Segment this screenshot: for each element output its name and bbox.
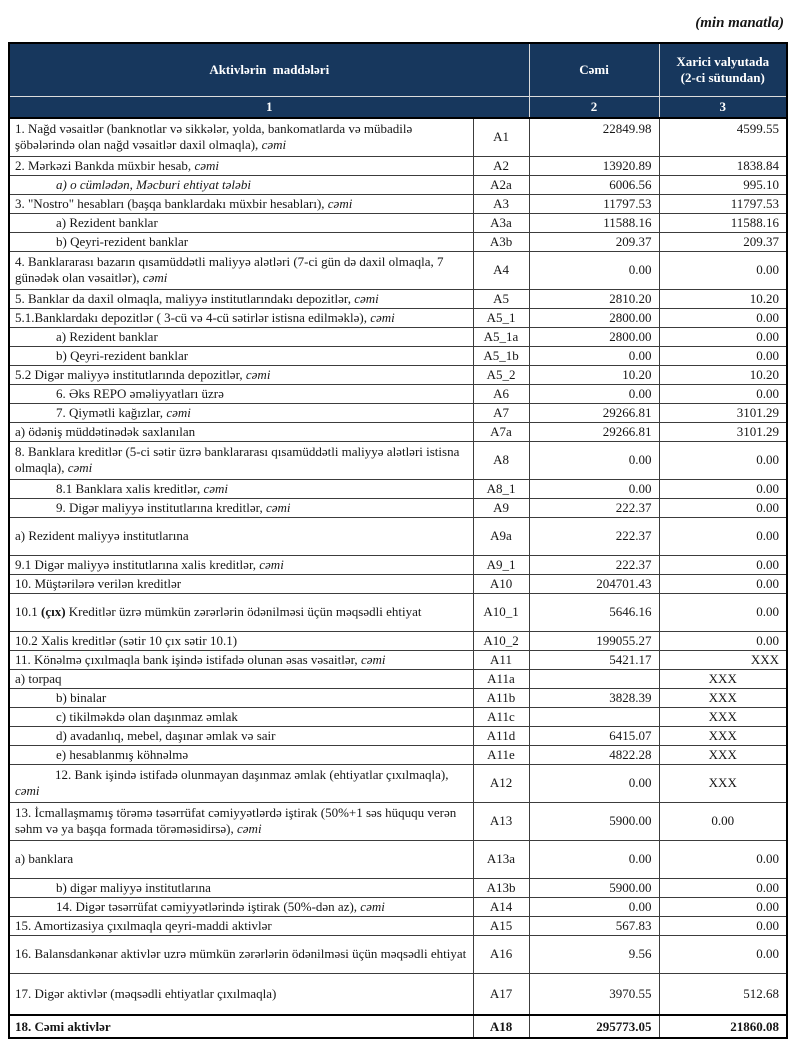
total-value-cell: 13920.89: [529, 156, 659, 175]
foreign-currency-value-cell: 0.00: [659, 327, 787, 346]
item-label-cell: [9, 175, 473, 194]
table-row: [9, 251, 787, 289]
item-label-text: cəmi: [327, 195, 353, 211]
header-cell-total: Cəmi: [529, 43, 659, 96]
item-label-cell: [9, 118, 473, 156]
foreign-currency-value-cell: XXX: [659, 726, 787, 745]
table-row: [9, 289, 787, 308]
foreign-currency-value-cell: 0.00: [659, 498, 787, 517]
total-value-cell: 22849.98: [529, 118, 659, 156]
foreign-currency-value-cell: 0.00: [659, 916, 787, 935]
table-row: [9, 403, 787, 422]
header-cell-items: Aktivlərin maddələri: [9, 43, 529, 96]
foreign-currency-value-cell: 209.37: [659, 232, 787, 251]
table-row: [9, 802, 787, 840]
item-label-text: 10. Müştərilərə verilən kreditlər: [15, 575, 182, 591]
item-label-text: 8.1 Banklara xalis kreditlər,: [56, 480, 204, 496]
total-value-cell: 3970.55: [529, 973, 659, 1015]
total-value-cell: 5900.00: [529, 878, 659, 897]
item-label-cell: [9, 1015, 473, 1038]
item-code-cell: A4: [473, 251, 529, 289]
item-label-text: cəmi: [15, 783, 40, 798]
item-code-cell: A1: [473, 118, 529, 156]
item-label-cell: [9, 916, 473, 935]
column-number-1: 1: [9, 96, 529, 118]
item-label-cell: [9, 308, 473, 327]
item-label-text: d) avadanlıq, mebel, daşınar əmlak və sair: [56, 727, 276, 743]
item-code-cell: A5_1b: [473, 346, 529, 365]
table-row: [9, 935, 787, 973]
item-label-cell: [9, 840, 473, 878]
item-code-cell: A5_2: [473, 365, 529, 384]
item-code-cell: A5: [473, 289, 529, 308]
table-row: [9, 840, 787, 878]
item-label-text: 4. Banklararası bazarın qısamüddətli maliyyə alətləri (7-ci gün də daxil olmaqla, 7 günədək olan vəsaitlər),: [15, 254, 444, 285]
total-value-cell: 0.00: [529, 840, 659, 878]
foreign-currency-value-cell: 3101.29: [659, 403, 787, 422]
item-label-cell: [9, 973, 473, 1015]
table-row: [9, 916, 787, 935]
total-value-cell: 2800.00: [529, 327, 659, 346]
item-label-text: cəmi: [245, 366, 271, 382]
foreign-currency-value-cell: XXX: [659, 764, 787, 802]
total-value-cell: 10.20: [529, 365, 659, 384]
item-label-cell: [9, 403, 473, 422]
table-row: [9, 118, 787, 156]
item-label-text: a) torpaq: [15, 670, 62, 686]
item-label-cell: [9, 346, 473, 365]
foreign-currency-value-cell: 512.68: [659, 973, 787, 1015]
table-row: [9, 156, 787, 175]
item-label-text: b) Qeyri-rezident banklar: [56, 233, 189, 249]
assets-table: [8, 42, 788, 1039]
total-value-cell: 3828.39: [529, 688, 659, 707]
item-label-text: 11. Könəlmə çıxılmaqla bank işində istifadə olunan əsas vəsaitlər,: [15, 651, 361, 667]
unit-note: (min manatla): [695, 15, 784, 31]
item-label-text: a) ödəniş müddətinədək saxlanılan: [15, 423, 196, 439]
assets-table-header: [9, 43, 787, 118]
item-label-text: 7. Qiymətli kağızlar,: [56, 404, 167, 420]
foreign-currency-value-cell: 3101.29: [659, 422, 787, 441]
table-row: [9, 707, 787, 726]
table-row: [9, 365, 787, 384]
total-value-cell: 0.00: [529, 479, 659, 498]
table-row: [9, 346, 787, 365]
item-label-cell: [9, 289, 473, 308]
item-code-cell: A10: [473, 574, 529, 593]
item-label-text: b) Qeyri-rezident banklar: [56, 347, 189, 363]
foreign-currency-value-cell: 0.00: [659, 555, 787, 574]
foreign-currency-value-cell: 10.20: [659, 365, 787, 384]
item-label-text: b) digər maliyyə institutlarına: [56, 879, 211, 895]
foreign-currency-value-cell: XXX: [659, 745, 787, 764]
table-row: [9, 232, 787, 251]
table-row: [9, 973, 787, 1015]
item-label-cell: [9, 631, 473, 650]
item-label-text: 5. Banklar da daxil olmaqla, maliyyə institutlarındakı depozitlər,: [15, 290, 355, 306]
item-label-cell: [9, 650, 473, 669]
total-value-cell: 222.37: [529, 517, 659, 555]
table-row: [9, 308, 787, 327]
item-label-text: 5.2 Digər maliyyə institutlarında depozitlər,: [15, 366, 246, 382]
table-row: [9, 555, 787, 574]
item-label-text: cəmi: [67, 460, 93, 475]
total-value-cell: 204701.43: [529, 574, 659, 593]
item-label-text: (çıx): [41, 604, 66, 620]
total-value-cell: 5900.00: [529, 802, 659, 840]
table-row: [9, 764, 787, 802]
item-label-text: cəmi: [354, 290, 379, 306]
item-code-cell: A10_2: [473, 631, 529, 650]
item-code-cell: A18: [473, 1015, 529, 1038]
table-row: [9, 479, 787, 498]
foreign-currency-value-cell: XXX: [659, 669, 787, 688]
total-value-cell: 0.00: [529, 384, 659, 403]
item-label-text: 10.2 Xalis kreditlər (sətir 10 çıx sətir 10.1): [15, 632, 238, 648]
table-row: [9, 688, 787, 707]
item-code-cell: A17: [473, 973, 529, 1015]
item-label-text: 1. Nağd vəsaitlər (banknotlar və sikkələr, yolda, bankomatlarda və mübadilə şöbələrində olan nağd vəsaitlər daxil olmaqla),: [15, 121, 413, 153]
table-row: [9, 1015, 787, 1038]
total-value-cell: 6006.56: [529, 175, 659, 194]
item-code-cell: A13a: [473, 840, 529, 878]
table-row: [9, 669, 787, 688]
foreign-currency-value-cell: 0.00: [659, 574, 787, 593]
table-row: [9, 194, 787, 213]
table-row: [9, 650, 787, 669]
foreign-currency-value-cell: 0.00: [659, 479, 787, 498]
item-label-text: cəmi: [166, 404, 191, 420]
item-label-cell: [9, 422, 473, 441]
item-label-text: cəmi: [265, 499, 291, 515]
table-row: [9, 593, 787, 631]
item-label-text: b) binalar: [56, 689, 107, 705]
foreign-currency-value-cell: 0.00: [659, 631, 787, 650]
item-label-cell: [9, 441, 473, 479]
foreign-currency-value-cell: 4599.55: [659, 118, 787, 156]
item-code-cell: A3a: [473, 213, 529, 232]
item-label-text: 6. Əks REPO əməliyyatları üzrə: [56, 385, 224, 401]
item-label-text: 17. Digər aktivlər (məqsədli ehtiyatlar çıxılmaqla): [15, 985, 277, 1001]
foreign-currency-value-cell: 21860.08: [659, 1015, 787, 1038]
table-row: [9, 726, 787, 745]
foreign-currency-value-cell: 0.00: [659, 517, 787, 555]
item-code-cell: A14: [473, 897, 529, 916]
item-code-cell: A5_1: [473, 308, 529, 327]
item-label-cell: [9, 574, 473, 593]
item-code-cell: A3: [473, 194, 529, 213]
item-label-text: a) Rezident maliyyə institutlarına: [15, 528, 189, 544]
item-code-cell: A11d: [473, 726, 529, 745]
total-value-cell: 9.56: [529, 935, 659, 973]
item-label-text: a) Rezident banklar: [56, 328, 158, 344]
table-row: [9, 574, 787, 593]
table-row: [9, 175, 787, 194]
total-value-cell: 567.83: [529, 916, 659, 935]
item-label-text: cəmi: [237, 821, 262, 836]
foreign-currency-value-cell: 0.00: [659, 897, 787, 916]
total-value-cell: 199055.27: [529, 631, 659, 650]
table-row: [9, 498, 787, 517]
total-value-cell: 4822.28: [529, 745, 659, 764]
foreign-currency-value-cell: 995.10: [659, 175, 787, 194]
item-label-cell: [9, 726, 473, 745]
foreign-currency-value-cell: 0.00: [659, 441, 787, 479]
item-label-text: cəmi: [259, 556, 284, 572]
item-label-text: 9. Digər maliyyə institutlarına kreditlər,: [56, 499, 266, 515]
item-code-cell: A6: [473, 384, 529, 403]
item-label-text: a) o cümlədən, Məcburi ehtiyat tələbi: [56, 176, 251, 192]
column-number-row: [9, 96, 787, 118]
foreign-currency-value-cell: 0.00: [659, 935, 787, 973]
item-label-text: c) tikilməkdə olan daşınmaz əmlak: [56, 708, 238, 724]
item-label-cell: [9, 194, 473, 213]
item-label-cell: [9, 327, 473, 346]
foreign-currency-value-cell: XXX: [659, 707, 787, 726]
item-label-text: 15. Amortizasiya çıxılmaqla qeyri-maddi aktivlər: [15, 917, 272, 933]
item-code-cell: A7a: [473, 422, 529, 441]
total-value-cell: 2800.00: [529, 308, 659, 327]
item-label-cell: [9, 688, 473, 707]
item-label-cell: [9, 251, 473, 289]
item-label-cell: [9, 593, 473, 631]
foreign-currency-value-cell: 0.00: [659, 384, 787, 403]
item-label-text: cəmi: [261, 137, 287, 153]
item-label-text: 13. İcmallaşmamış törəmə təsərrüfat cəmiyyətlərdə iştirak (50%+1 səs hüququ verən səhm və ya başqa formada törəməsidirsə),: [15, 805, 457, 836]
item-label-cell: [9, 935, 473, 973]
item-code-cell: A7: [473, 403, 529, 422]
item-label-cell: [9, 707, 473, 726]
item-code-cell: A13b: [473, 878, 529, 897]
foreign-currency-value-cell: 0.00: [659, 346, 787, 365]
item-code-cell: A10_1: [473, 593, 529, 631]
total-value-cell: 222.37: [529, 498, 659, 517]
foreign-currency-value-cell: 11588.16: [659, 213, 787, 232]
total-value-cell: 5421.17: [529, 650, 659, 669]
total-value-cell: 222.37: [529, 555, 659, 574]
item-label-cell: [9, 156, 473, 175]
item-label-text: a) banklara: [15, 851, 74, 867]
foreign-currency-value-cell: XXX: [659, 650, 787, 669]
total-value-cell: [529, 669, 659, 688]
total-value-cell: 11588.16: [529, 213, 659, 232]
item-label-text: 14. Digər təsərrüfat cəmiyyətlərində iştirak (50%-dən az),: [56, 898, 361, 914]
item-code-cell: A11a: [473, 669, 529, 688]
item-label-text: 16. Balansdankənar aktivlər uzrə mümkün zərərlərin ödənilməsi üçün məqsədli ehtiyat: [15, 946, 467, 962]
header-cell-foreign-currency: Xarici valyutada (2-ci sütundan): [659, 43, 787, 96]
item-label-cell: [9, 669, 473, 688]
table-row: [9, 517, 787, 555]
item-label-text: cəmi: [194, 157, 219, 173]
table-row: [9, 878, 787, 897]
table-body: [9, 118, 787, 1038]
item-label-text: 18. Cəmi aktivlər: [15, 1018, 111, 1034]
item-code-cell: A12: [473, 764, 529, 802]
table-row: [9, 213, 787, 232]
total-value-cell: 0.00: [529, 897, 659, 916]
total-value-cell: 6415.07: [529, 726, 659, 745]
item-label-text: cəmi: [203, 480, 229, 496]
total-value-cell: 11797.53: [529, 194, 659, 213]
total-value-cell: 5646.16: [529, 593, 659, 631]
item-label-cell: [9, 517, 473, 555]
item-code-cell: A11e: [473, 745, 529, 764]
item-code-cell: A13: [473, 802, 529, 840]
item-label-cell: [9, 745, 473, 764]
total-value-cell: 209.37: [529, 232, 659, 251]
item-code-cell: A9: [473, 498, 529, 517]
item-code-cell: A3b: [473, 232, 529, 251]
item-code-cell: A8: [473, 441, 529, 479]
column-number-2: 2: [529, 96, 659, 118]
total-value-cell: [529, 707, 659, 726]
item-label-text: 2. Mərkəzi Bankda müxbir hesab,: [15, 157, 195, 173]
item-label-text: 3. "Nostro" hesabları (başqa banklardakı müxbir hesabları),: [15, 195, 328, 211]
foreign-currency-value-cell: 1838.84: [659, 156, 787, 175]
item-label-cell: [9, 802, 473, 840]
total-value-cell: 0.00: [529, 441, 659, 479]
item-code-cell: A9a: [473, 517, 529, 555]
total-value-cell: 295773.05: [529, 1015, 659, 1038]
table-row: [9, 745, 787, 764]
item-label-text: 9.1 Digər maliyyə institutlarına xalis kreditlər,: [15, 556, 260, 572]
item-label-text: cəmi: [360, 651, 386, 667]
table-row: [9, 327, 787, 346]
item-label-cell: [9, 498, 473, 517]
item-label-cell: [9, 384, 473, 403]
foreign-currency-value-cell: 0.00: [659, 840, 787, 878]
item-label-text: cəmi: [370, 309, 395, 325]
item-label-cell: [9, 232, 473, 251]
item-code-cell: A9_1: [473, 555, 529, 574]
item-label-text: cəmi: [142, 270, 168, 285]
item-label-cell: [9, 897, 473, 916]
foreign-currency-value-cell: 11797.53: [659, 194, 787, 213]
item-code-cell: A16: [473, 935, 529, 973]
item-code-cell: A5_1a: [473, 327, 529, 346]
foreign-currency-value-cell: 0.00: [659, 593, 787, 631]
item-label-cell: [9, 764, 473, 802]
item-code-cell: A15: [473, 916, 529, 935]
item-label-text: cəmi: [360, 898, 385, 914]
item-label-text: 10.1: [15, 604, 41, 620]
item-label-cell: [9, 878, 473, 897]
table-row: [9, 631, 787, 650]
item-label-text: a) Rezident banklar: [56, 214, 158, 230]
total-value-cell: 2810.20: [529, 289, 659, 308]
item-code-cell: A11c: [473, 707, 529, 726]
item-code-cell: A11: [473, 650, 529, 669]
foreign-currency-value-cell: 0.00: [659, 802, 787, 840]
table-row: [9, 441, 787, 479]
total-value-cell: 0.00: [529, 346, 659, 365]
item-label-text: 8. Banklara kreditlər (5-ci sətir üzrə banklararası qısamüddətli maliyyə alətləri istisna olmaqla),: [15, 444, 460, 475]
item-code-cell: A8_1: [473, 479, 529, 498]
item-code-cell: A2a: [473, 175, 529, 194]
table-row: [9, 897, 787, 916]
item-label-cell: [9, 479, 473, 498]
item-label-text: Kreditlər üzrə mümkün zərərlərin ödənilməsi üçün məqsədli ehtiyat: [65, 604, 422, 620]
item-label-text: 5.1.Banklardakı depozitlər ( 3-cü və 4-cü sətirlər istisna edilməklə),: [15, 309, 371, 325]
table-row: [9, 422, 787, 441]
foreign-currency-value-cell: 10.20: [659, 289, 787, 308]
foreign-currency-value-cell: 0.00: [659, 308, 787, 327]
total-value-cell: 29266.81: [529, 422, 659, 441]
table-row: [9, 384, 787, 403]
item-label-cell: [9, 365, 473, 384]
header-row: [9, 43, 787, 96]
column-number-3: 3: [659, 96, 787, 118]
item-label-cell: [9, 213, 473, 232]
item-code-cell: A2: [473, 156, 529, 175]
item-label-cell: [9, 555, 473, 574]
total-value-cell: 29266.81: [529, 403, 659, 422]
foreign-currency-value-cell: 0.00: [659, 878, 787, 897]
item-label-text: 12. Bank işində istifadə olunmayan daşınmaz əmlak (ehtiyatlar çıxılmaqla),: [55, 767, 449, 783]
total-value-cell: 0.00: [529, 251, 659, 289]
foreign-currency-value-cell: 0.00: [659, 251, 787, 289]
total-value-cell: 0.00: [529, 764, 659, 802]
item-label-text: e) hesablanmış köhnəlmə: [56, 746, 189, 762]
foreign-currency-value-cell: XXX: [659, 688, 787, 707]
item-code-cell: A11b: [473, 688, 529, 707]
